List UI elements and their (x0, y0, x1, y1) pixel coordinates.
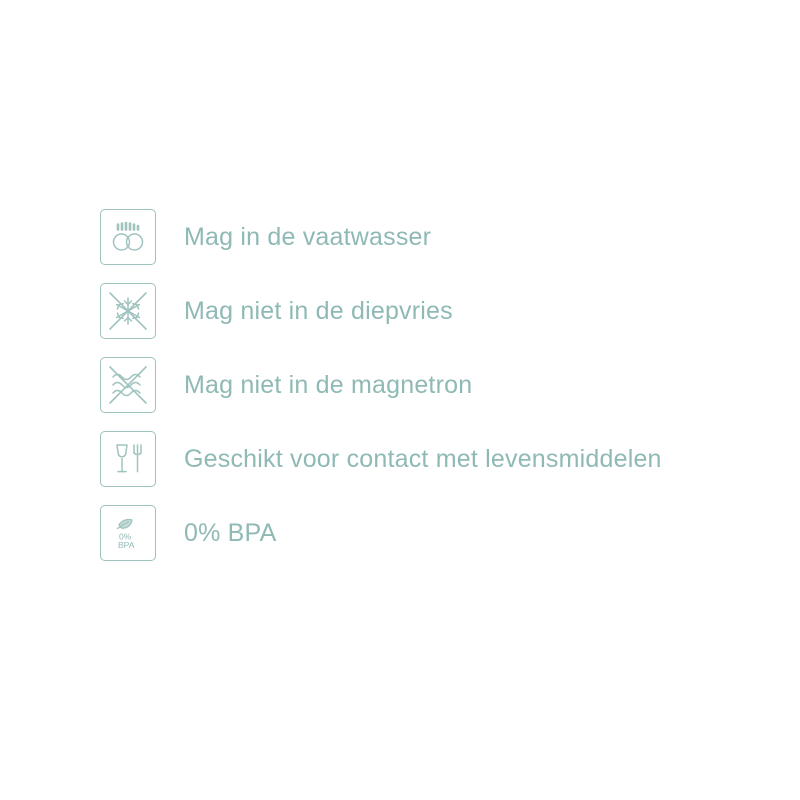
dishwasher-safe-icon (100, 209, 156, 265)
no-microwave-icon (100, 357, 156, 413)
list-item-label: 0% BPA (184, 519, 277, 547)
food-safe-glass-fork-icon (100, 431, 156, 487)
svg-text:0%: 0% (119, 531, 132, 542)
list-item-label: Mag in de vaatwasser (184, 223, 432, 251)
list-item-label: Geschikt voor contact met levensmiddelen (184, 445, 662, 473)
list-item (100, 348, 720, 422)
list-item (100, 200, 720, 274)
list-item-label: Mag niet in de magnetron (184, 371, 473, 399)
bpa-free-icon (100, 505, 156, 561)
list-item (100, 422, 720, 496)
no-freezer-icon (100, 283, 156, 339)
list-item (100, 274, 720, 348)
list-item (100, 496, 720, 570)
feature-icon-list (100, 200, 720, 570)
svg-text:BPA: BPA (118, 540, 135, 550)
list-item-label: Mag niet in de diepvries (184, 297, 453, 325)
